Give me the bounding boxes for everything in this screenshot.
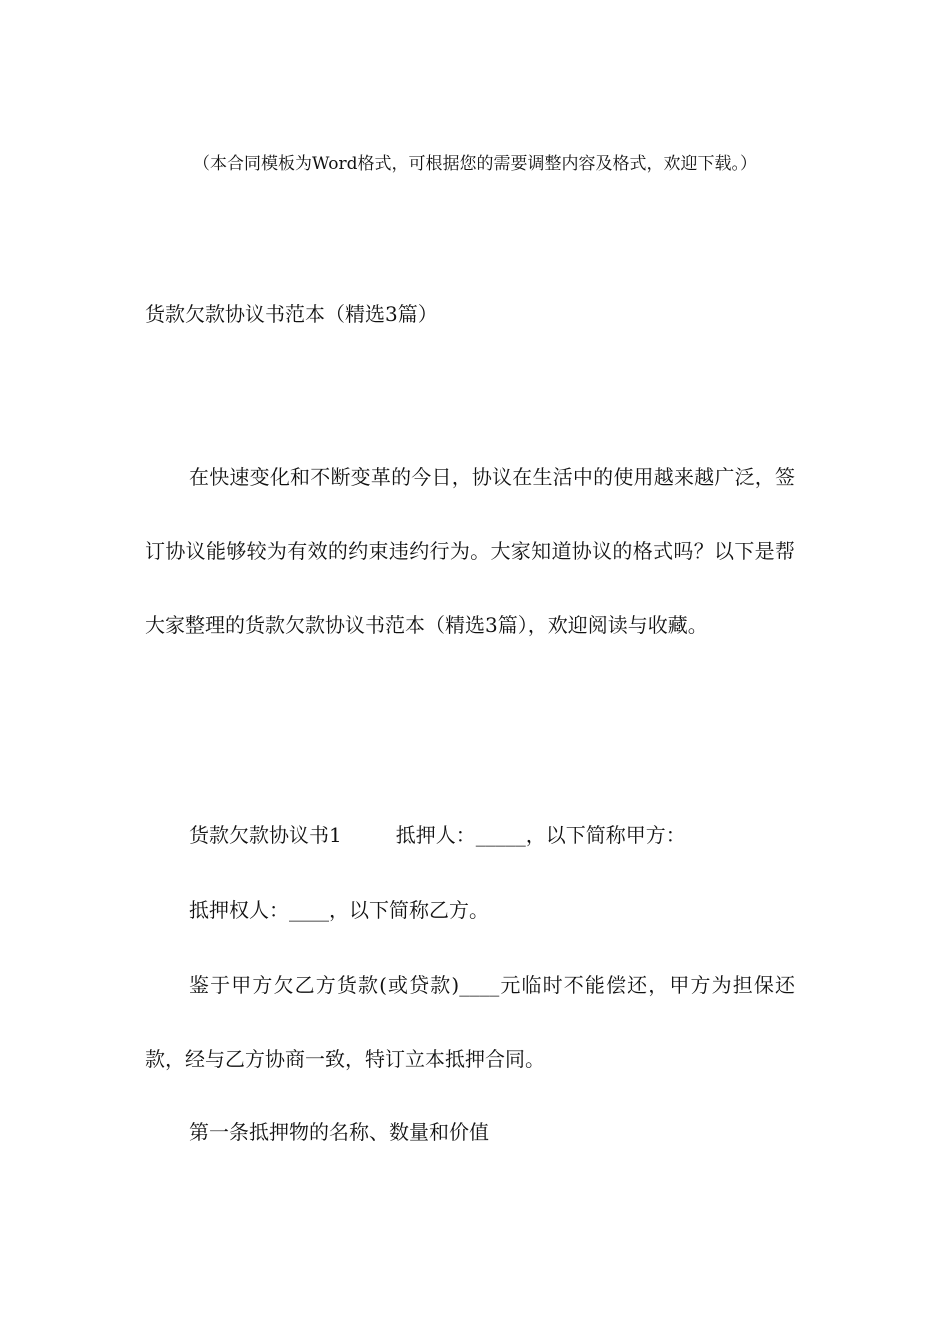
article-1-heading: 第一条抵押物的名称、数量和价值 bbox=[189, 1120, 489, 1144]
pledgee-line: 抵押权人：____，以下简称乙方。 bbox=[189, 898, 489, 922]
section-heading: 货款欠款协议书1 bbox=[189, 823, 342, 847]
intro-paragraph: 在快速变化和不断变革的今日，协议在生活中的使用越来越广泛，签订协议能够较为有效的约束违约行为。大家知道协议的格式吗？以下是帮大家整理的货款欠款协议书范本（精选3篇），欢迎阅读与收藏。 bbox=[145, 465, 795, 637]
section-heading-line bbox=[145, 798, 795, 872]
template-note: （本合同模板为Word格式，可根据您的需要调整内容及格式，欢迎下载。） bbox=[192, 154, 758, 174]
preamble-paragraph: 鉴于甲方欠乙方货款(或贷款)____元临时不能偿还，甲方为担保还款，经与乙方协商一致，特订立本抵押合同。 bbox=[145, 973, 795, 1071]
document-title: 货款欠款协议书范本（精选3篇） bbox=[145, 302, 438, 326]
pledgor-line: 抵押人：_____，以下简称甲方： bbox=[395, 823, 686, 847]
